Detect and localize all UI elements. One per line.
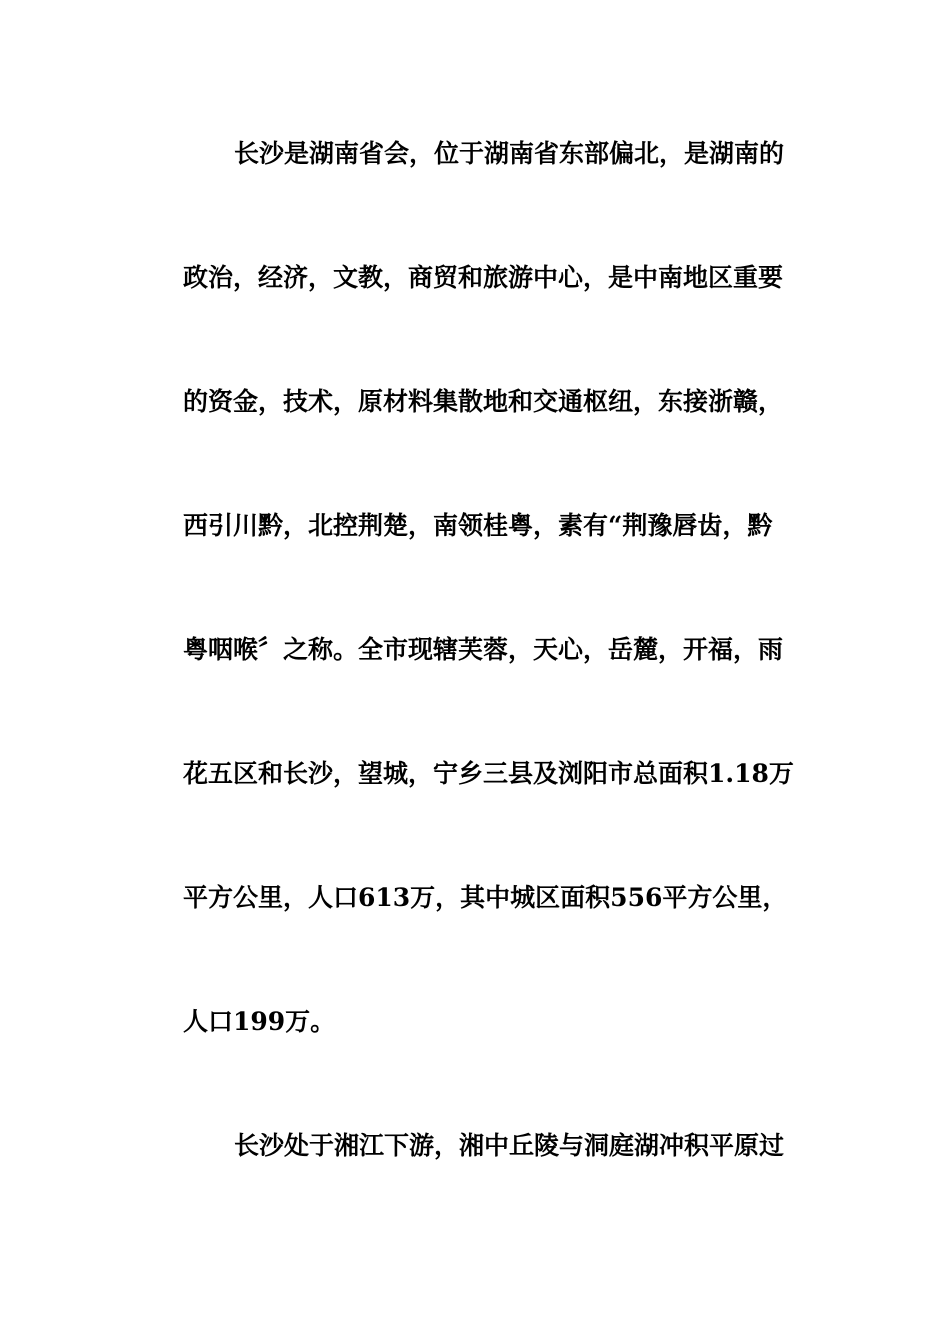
paragraph-1-line-6: 花五区和长沙，望城，宁乡三县及浏阳市总面积1.18万	[183, 759, 794, 788]
paragraph-1-line-1: 长沙是湖南省会，位于湖南省东部偏北，是湖南的	[234, 139, 785, 168]
body-text	[183, 124, 808, 1240]
paragraph-1-line-3: 的资金，技术，原材料集散地和交通枢纽，东接浙赣，	[183, 387, 784, 416]
paragraph-1-line-5: 粤咽喉〞之称。全市现辖芙蓉，天心，岳麓，开福，雨	[183, 635, 784, 664]
paragraph-1-line-7: 平方公里，人口613万，其中城区面积556平方公里，	[183, 883, 788, 912]
paragraph-1-line-8: 人口199万。	[183, 1007, 336, 1036]
paragraph-2-line-1: 长沙处于湘江下游，湘中丘陵与洞庭湖冲积平原过	[234, 1131, 785, 1160]
paragraph-1-line-4: 西引川黔，北控荆楚，南领桂粤，素有“荆豫唇齿，黔	[183, 511, 773, 540]
paragraph-1-line-2: 政治，经济，文教，商贸和旅游中心，是中南地区重要	[183, 263, 784, 292]
